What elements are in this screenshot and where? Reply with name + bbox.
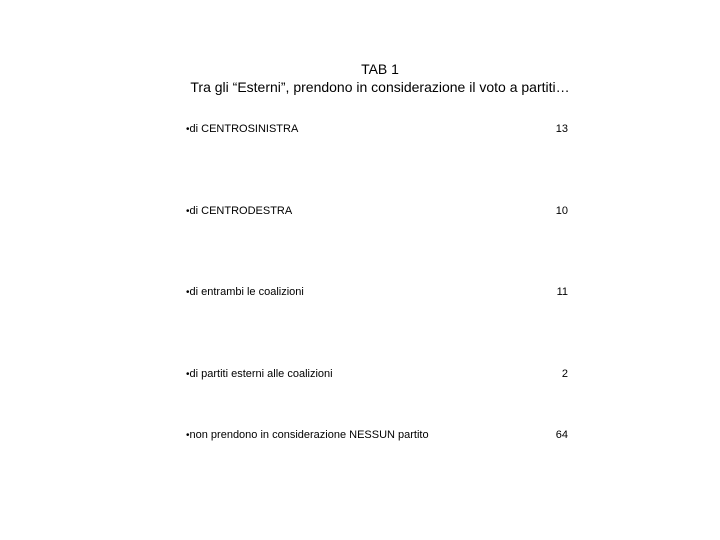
row-label: •di partiti esterni alle coalizioni [186, 368, 333, 380]
list-item [186, 203, 586, 219]
bullet-icon: • [186, 124, 190, 135]
bullet-icon: • [186, 369, 190, 380]
list-item [186, 366, 586, 382]
row-value: 13 [555, 123, 568, 135]
table-subtitle: Tra gli “Esterni”, prendono in considerazione il voto a partiti… [190, 79, 570, 95]
row-label: •non prendono in considerazione NESSUN partito [186, 429, 429, 441]
list-item [186, 284, 586, 300]
list-item [186, 121, 586, 137]
row-value: 64 [555, 429, 568, 441]
bullet-icon: • [186, 206, 190, 217]
bullet-icon: • [186, 430, 190, 441]
row-value: 10 [555, 205, 568, 217]
table-title: TAB 1 [361, 61, 399, 77]
row-label: •di CENTRODESTRA [186, 205, 293, 217]
row-label: •di entrambi le coalizioni [186, 286, 304, 298]
bullet-icon: • [186, 287, 190, 298]
list-item [186, 427, 586, 443]
row-value: 2 [561, 368, 568, 380]
row-label: •di CENTROSINISTRA [186, 123, 299, 135]
row-value: 11 [556, 286, 568, 298]
